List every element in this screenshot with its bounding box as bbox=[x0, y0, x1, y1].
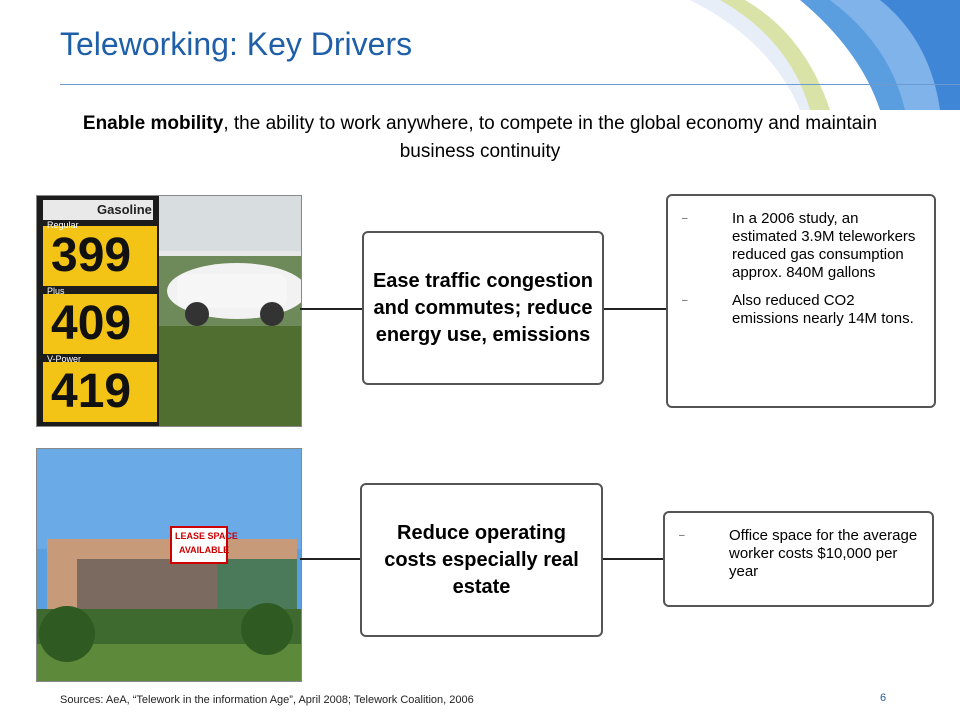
fact-item bbox=[682, 210, 924, 282]
lease-sign-line1: LEASE SPACE bbox=[175, 531, 238, 541]
fact-item bbox=[682, 292, 924, 328]
gas-grade-plus: Plus bbox=[47, 286, 65, 296]
subtitle-bold: Enable mobility bbox=[82, 113, 224, 134]
connector-row1-right bbox=[604, 308, 666, 310]
gas-price-photo bbox=[36, 195, 302, 427]
driver-box-traffic: Ease traffic congestion and commutes; reduce energy use, emissions bbox=[362, 231, 604, 385]
driver-box-costs: Reduce operating costs especially real estate bbox=[360, 483, 603, 637]
title-divider bbox=[60, 84, 960, 85]
page-number: 6 bbox=[880, 692, 887, 704]
connector-row2-left bbox=[300, 558, 362, 560]
gas-price-regular: 399 bbox=[51, 229, 132, 282]
connector-row1-left bbox=[300, 308, 362, 310]
subtitle bbox=[80, 110, 880, 166]
fact-text: In a 2006 study, an estimated 3.9M teleworkers reduced gas consumption approx. 840M gallons bbox=[732, 210, 916, 281]
sources-footnote: Sources: AeA, “Telework in the information Age”, April 2008; Telework Coalition, 2006 bbox=[60, 694, 474, 706]
lease-sign-line2: AVAILABLE bbox=[179, 545, 230, 555]
fact-box-costs bbox=[663, 511, 934, 607]
gas-sign-header: Gasoline bbox=[97, 202, 152, 217]
connector-row2-right bbox=[603, 558, 663, 560]
gas-price-plus: 409 bbox=[51, 297, 132, 350]
fact-box-traffic bbox=[666, 194, 936, 408]
office-building-photo bbox=[36, 448, 302, 682]
subtitle-rest: , the ability to work anywhere, to compete in the global economy and maintain business continuity bbox=[223, 113, 878, 162]
page-title: Teleworking: Key Drivers bbox=[60, 26, 413, 62]
bullet-dash: – bbox=[682, 295, 688, 306]
fact-text: Office space for the average worker costs $10,000 per year bbox=[729, 527, 918, 580]
fact-item bbox=[679, 527, 922, 581]
gas-grade-vpower: V-Power bbox=[47, 354, 82, 364]
gas-price-vpower: 419 bbox=[51, 365, 132, 418]
gas-grade-regular: Regular bbox=[47, 220, 79, 230]
fact-text: Also reduced CO2 emissions nearly 14M tons. bbox=[732, 292, 914, 327]
bullet-dash: – bbox=[682, 213, 688, 224]
bullet-dash: – bbox=[679, 530, 685, 541]
